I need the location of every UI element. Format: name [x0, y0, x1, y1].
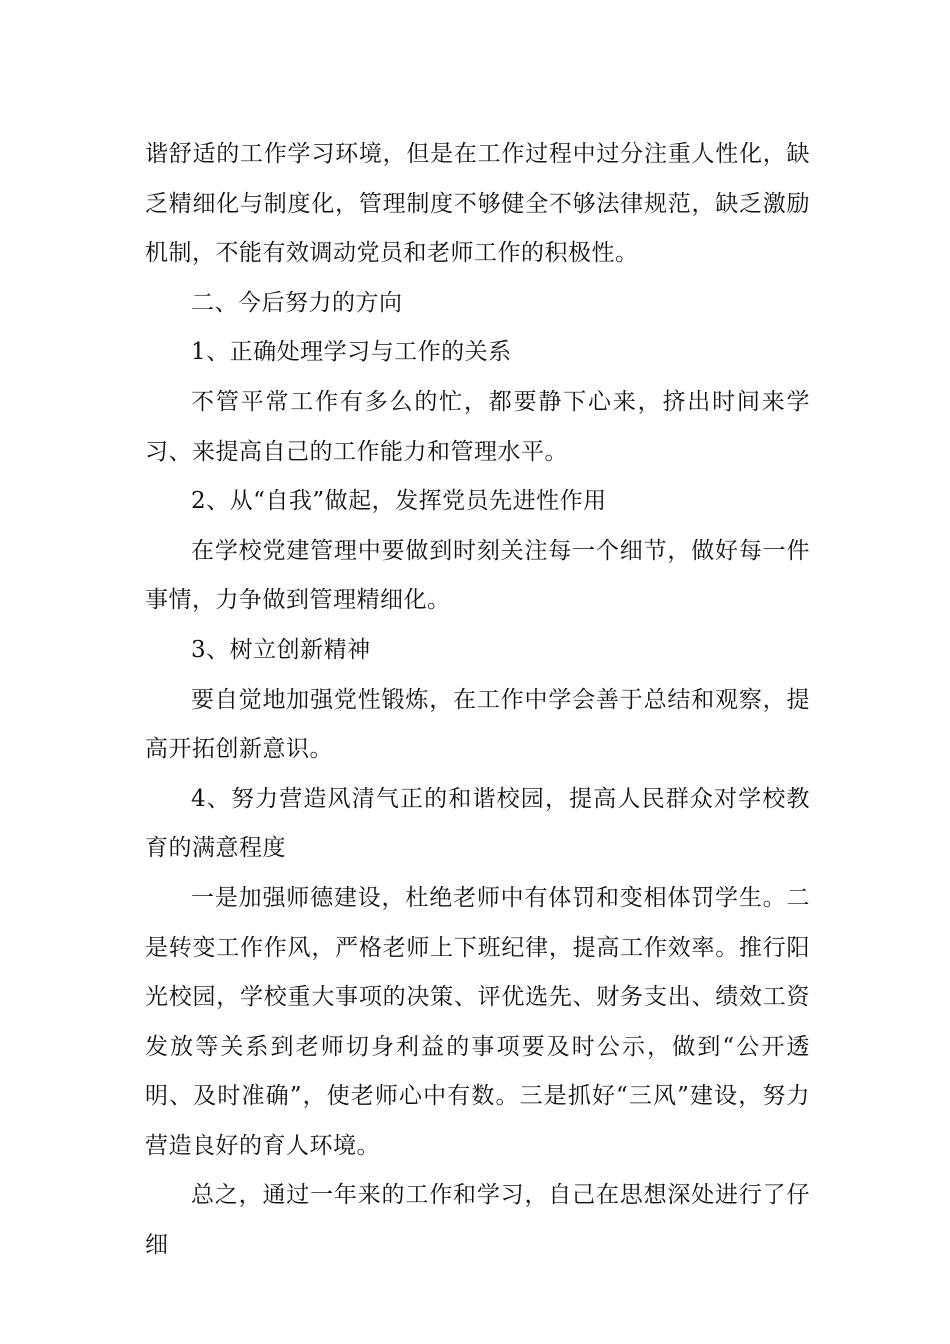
document-body [145, 130, 810, 1271]
paragraph-continuation: 谐舒适的工作学习环境，但是在工作过程中过分注重人性化，缺乏精细化与制度化，管理制度不够健全不够法律规范，缺乏激励机制，不能有效调动党员和老师工作的积极性。 [145, 141, 810, 267]
subheading-4: 4、努力营造风清气正的和谐校园，提高人民群众对学校教育的满意程度 [145, 785, 810, 862]
paragraph-1-body: 不管平常工作有多么的忙，都要静下心来，挤出时间来学习、来提高自己的工作能力和管理水平。 [145, 388, 810, 465]
paragraph-summary: 总之，通过一年来的工作和学习，自己在思想深处进行了仔细 [145, 1182, 810, 1259]
paragraph-2-body: 在学校党建管理中要做到时刻关注每一个细节，做好每一件事情，力争做到管理精细化。 [145, 537, 810, 614]
subheading-2: 2、从“自我”做起，发挥党员先进性作用 [191, 488, 607, 515]
subheading-1: 1、正确处理学习与工作的关系 [191, 339, 512, 366]
paragraph-3-body: 要自觉地加强党性锻炼，在工作中学会善于总结和观察，提高开拓创新意识。 [145, 686, 810, 763]
subheading-3: 3、树立创新精神 [191, 636, 371, 663]
paragraph-4-body: 一是加强师德建设，杜绝老师中有体罚和变相体罚学生。二是转变工作作风，严格老师上下班纪律，提高工作效率。推行阳光校园，学校重大事项的决策、评优选先、财务支出、绩效工资发放等关系到老师切身利益的事项要及时公示，做到“公开透明、及时准确”，使老师心中有数。三是抓好“三风”建设，努力营造良好的育人环境。 [145, 884, 810, 1159]
section-heading-future-direction: 二、今后努力的方向 [191, 289, 403, 316]
